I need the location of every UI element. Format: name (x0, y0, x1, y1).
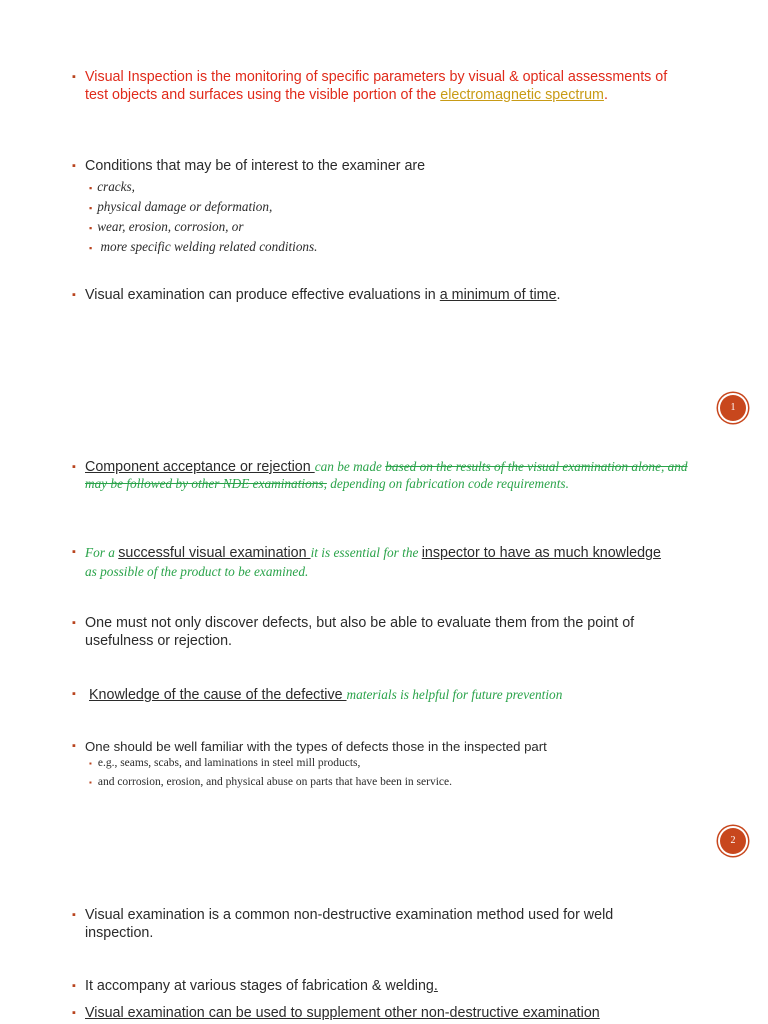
list-item-text: and corrosion, erosion, and physical abuse on parts that have been in service. (97, 776, 452, 788)
slide2-paragraph-cause (72, 686, 712, 705)
green-text: depending on fabrication code requirements. (326, 475, 569, 491)
list-item (89, 238, 317, 257)
green-text: as possible of the product to be examined. (85, 563, 309, 579)
page-number: 1 (730, 402, 736, 413)
bullet-icon: ▪ (72, 289, 76, 301)
strikethrough-text: based on the results of the visual examination alone, and may be followed by other NDE examinations, (85, 459, 688, 491)
cause-text: Knowledge of the cause of the defective (89, 687, 347, 703)
bullet-icon: ▪ (89, 183, 93, 193)
bullet-icon: ▪ (72, 740, 76, 752)
slide3-paragraph-accompany (72, 978, 672, 996)
successful-visual-examination: successful visual examination (118, 545, 311, 561)
supplement-text: Visual examination can be used to supplement other non-destructive examination (85, 1005, 600, 1021)
slide3-paragraph-supplement (72, 1005, 732, 1023)
electromagnetic-spectrum-link[interactable]: electromagnetic spectrum (440, 86, 604, 103)
acceptance-text: Component acceptance or rejection (85, 459, 315, 475)
list-item-text: physical damage or deformation, (97, 199, 273, 214)
page-number: 2 (730, 835, 736, 846)
bullet-icon: ▪ (89, 223, 93, 233)
bullet-icon: ▪ (89, 778, 92, 787)
bullet-icon: ▪ (72, 461, 76, 473)
slide1-paragraph-conditions (72, 158, 672, 176)
list-item (89, 756, 360, 771)
list-item (89, 218, 244, 237)
definition-text: Visual Inspection is the monitoring of specific parameters by visual & optical assessments of test objects and surfaces using the visible portion of the (85, 69, 668, 103)
bullet-icon: ▪ (72, 909, 76, 921)
bullet-icon: ▪ (89, 759, 92, 768)
common-method-text: Visual examination is a common non-destructive examination method used for weld inspection. (85, 907, 614, 941)
list-item-text: e.g., seams, scabs, and laminations in steel mill products, (97, 757, 361, 769)
familiar-text: One should be well familiar with the types of defects those in the inspected part (85, 739, 547, 754)
bullet-icon: ▪ (72, 1007, 76, 1019)
page-number-badge (720, 395, 746, 421)
inspector-knowledge: inspector to have as much knowledge (421, 545, 661, 561)
conditions-text: Conditions that may be of interest to the examiner are (85, 158, 426, 174)
list-item (89, 775, 452, 790)
green-text: it is essential for the (310, 545, 422, 560)
slide2-paragraph-knowledge (72, 544, 672, 581)
slide1-paragraph-definition (72, 69, 672, 104)
minimum-of-time: a minimum of time (439, 287, 557, 303)
list-item (89, 178, 135, 197)
slide2-paragraph-defects (72, 615, 672, 650)
green-text: materials is helpful for future prevention (346, 687, 563, 702)
bullet-icon: ▪ (89, 243, 93, 253)
bullet-icon: ▪ (72, 688, 76, 700)
period: . (433, 978, 438, 994)
green-text: For a (85, 545, 119, 560)
page-number-badge (720, 828, 746, 854)
period: . (603, 86, 608, 103)
accompany-text: It accompany at various stages of fabrication & welding (85, 978, 434, 994)
list-item-text: wear, erosion, corrosion, or (97, 219, 244, 234)
slide2-paragraph-familiar (72, 738, 712, 756)
list-item-text: more specific welding related conditions. (97, 239, 318, 254)
evaluations-text: Visual examination can produce effective evaluations in (85, 287, 440, 303)
green-text: can be made (314, 459, 386, 474)
bullet-icon: ▪ (72, 71, 76, 83)
list-item-text: cracks, (97, 179, 135, 194)
list-item (89, 198, 272, 217)
bullet-icon: ▪ (89, 203, 93, 213)
slide2-paragraph-acceptance (72, 459, 692, 492)
period: . (556, 287, 561, 303)
slide1-paragraph-evaluations (72, 287, 692, 305)
slide3-paragraph-common (72, 907, 672, 942)
bullet-icon: ▪ (72, 980, 76, 992)
defects-text: One must not only discover defects, but also be able to evaluate them from the point of usefulness or rejection. (85, 615, 635, 649)
bullet-icon: ▪ (72, 617, 76, 629)
bullet-icon: ▪ (72, 546, 76, 558)
bullet-icon: ▪ (72, 160, 76, 172)
